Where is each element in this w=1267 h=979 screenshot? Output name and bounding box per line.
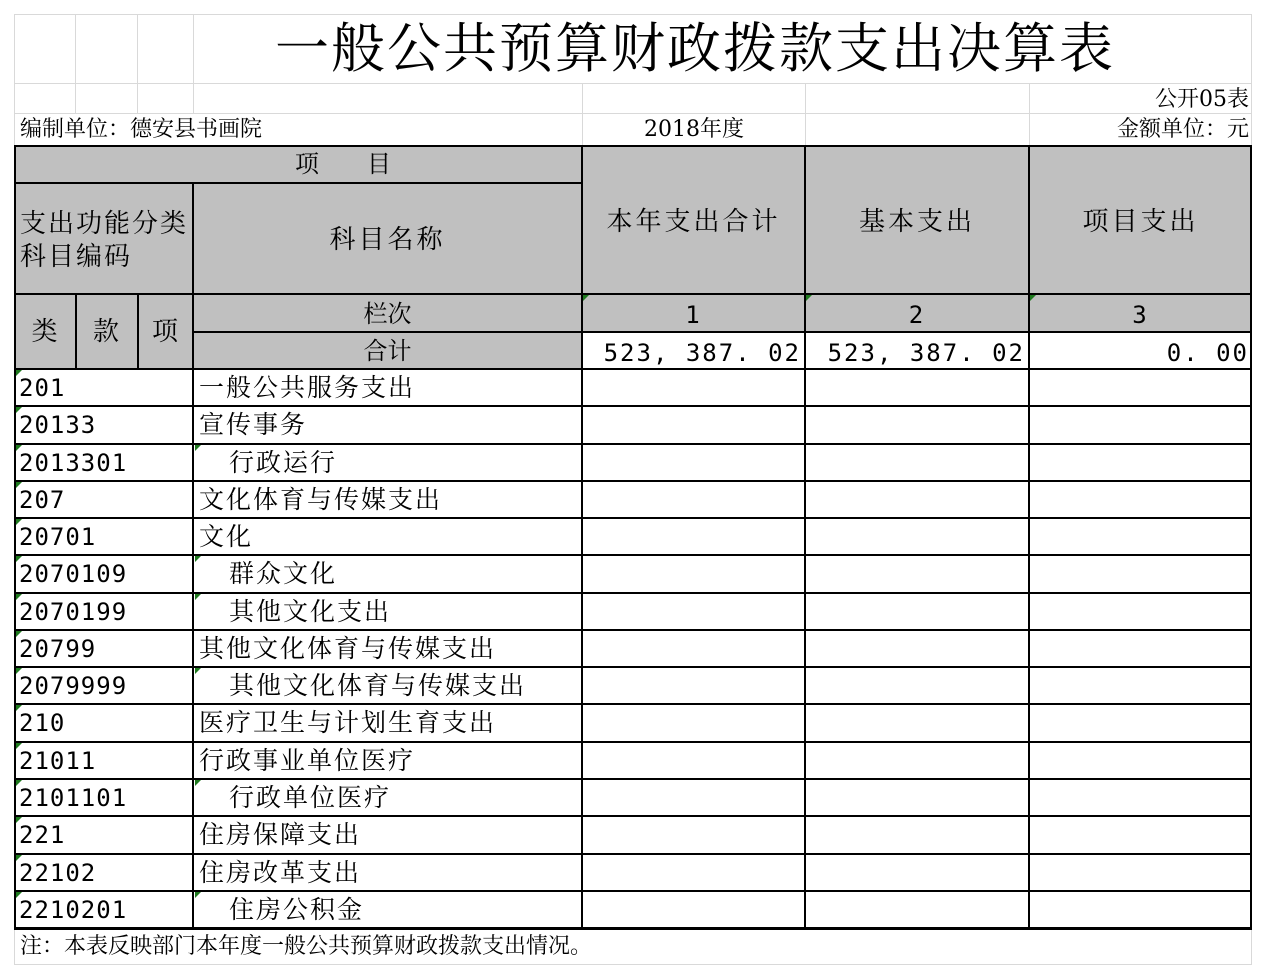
text-flag-icon bbox=[16, 817, 22, 823]
row-code: 2070109 bbox=[19, 560, 128, 589]
row-name: 宣传事务 bbox=[199, 410, 308, 440]
text-flag-icon bbox=[195, 892, 201, 898]
row-divider bbox=[14, 703, 1252, 705]
row-name: 行政运行 bbox=[229, 447, 338, 477]
row-code: 2079999 bbox=[19, 672, 128, 701]
row-name: 文化体育与传媒支出 bbox=[199, 484, 443, 514]
heji-label: 合计 bbox=[363, 337, 412, 365]
report-title: 一般公共预算财政拨款支出决算表 bbox=[275, 17, 1115, 80]
row-code: 21011 bbox=[19, 746, 97, 775]
text-flag-icon bbox=[195, 594, 201, 600]
row-divider bbox=[14, 480, 1252, 482]
text-flag-icon bbox=[16, 556, 22, 562]
text-flag-icon bbox=[195, 445, 201, 451]
text-flag-icon bbox=[16, 855, 22, 861]
project-label: 项 目 bbox=[295, 150, 391, 178]
kuan-label: 款 bbox=[92, 317, 119, 347]
row-code: 2013301 bbox=[19, 448, 128, 477]
text-flag-icon bbox=[16, 705, 22, 711]
footnote: 注：本表反映部门本年度一般公共预算财政拨款支出情况。 bbox=[20, 934, 593, 959]
total-project: 0. 00 bbox=[1166, 339, 1249, 367]
row-name: 其他文化支出 bbox=[229, 596, 392, 626]
form-number: 公开05表 bbox=[1155, 87, 1249, 112]
row-name: 文化 bbox=[199, 522, 254, 552]
row-name: 医疗卫生与计划生育支出 bbox=[199, 708, 497, 738]
total-label: 本年支出合计 bbox=[606, 207, 781, 237]
row-code: 2070199 bbox=[19, 597, 128, 626]
row-name: 行政事业单位医疗 bbox=[199, 745, 416, 775]
text-flag-icon bbox=[16, 780, 22, 786]
row-code: 2210201 bbox=[19, 895, 128, 924]
row-divider bbox=[14, 629, 1252, 631]
total-basic: 523, 387. 02 bbox=[827, 339, 1025, 367]
text-flag-icon bbox=[16, 482, 22, 488]
text-flag-icon bbox=[195, 780, 201, 786]
text-flag-icon bbox=[16, 407, 22, 413]
text-flag-icon bbox=[16, 594, 22, 600]
row-divider bbox=[14, 517, 1252, 519]
row-code: 207 bbox=[19, 485, 66, 514]
row-divider bbox=[14, 815, 1252, 817]
row-code: 2101101 bbox=[19, 784, 128, 812]
text-flag-icon bbox=[16, 519, 22, 525]
row-divider bbox=[14, 405, 1252, 407]
row-name: 住房公积金 bbox=[229, 894, 365, 924]
fiscal-year: 2018年度 bbox=[644, 117, 744, 142]
text-flag-icon bbox=[16, 370, 22, 376]
name-label: 科目名称 bbox=[329, 225, 446, 255]
text-flag-icon bbox=[195, 556, 201, 562]
basic-label: 基本支出 bbox=[858, 207, 975, 237]
row-name: 群众文化 bbox=[229, 559, 338, 589]
row-code: 210 bbox=[19, 709, 66, 738]
currency-unit: 金额单位：元 bbox=[1116, 117, 1249, 142]
row-name: 住房改革支出 bbox=[199, 857, 362, 887]
text-flag-icon bbox=[16, 445, 22, 451]
lanci-label: 栏次 bbox=[363, 300, 412, 328]
row-name: 其他文化体育与传媒支出 bbox=[229, 671, 527, 701]
xiang-label: 项 bbox=[151, 317, 178, 347]
text-flag-icon bbox=[16, 668, 22, 674]
total-amount: 523, 387. 02 bbox=[603, 339, 801, 367]
row-divider bbox=[14, 853, 1252, 855]
compiling-unit: 编制单位：德安县书画院 bbox=[20, 117, 263, 142]
row-name: 行政单位医疗 bbox=[229, 783, 392, 812]
col3-label: 3 bbox=[1132, 301, 1149, 329]
row-code: 221 bbox=[19, 821, 66, 850]
row-name: 其他文化体育与传媒支出 bbox=[199, 633, 497, 663]
row-code: 20799 bbox=[19, 634, 97, 663]
text-flag-icon bbox=[16, 892, 22, 898]
text-flag-icon bbox=[195, 668, 201, 674]
text-flag-icon bbox=[16, 743, 22, 749]
row-name: 一般公共服务支出 bbox=[199, 373, 416, 402]
col2-label: 2 bbox=[908, 301, 926, 329]
row-code: 22102 bbox=[19, 858, 97, 887]
row-name: 住房保障支出 bbox=[199, 820, 362, 850]
code-label: 支出功能分类 科目编码 bbox=[20, 209, 189, 272]
row-divider bbox=[14, 741, 1252, 743]
text-flag-icon bbox=[16, 631, 22, 637]
project-exp-label: 项目支出 bbox=[1082, 207, 1199, 237]
row-code: 20701 bbox=[19, 523, 97, 552]
lei-label: 类 bbox=[31, 317, 58, 347]
col1-label: 1 bbox=[685, 301, 702, 329]
row-code: 20133 bbox=[19, 411, 97, 440]
row-code: 201 bbox=[19, 374, 66, 402]
